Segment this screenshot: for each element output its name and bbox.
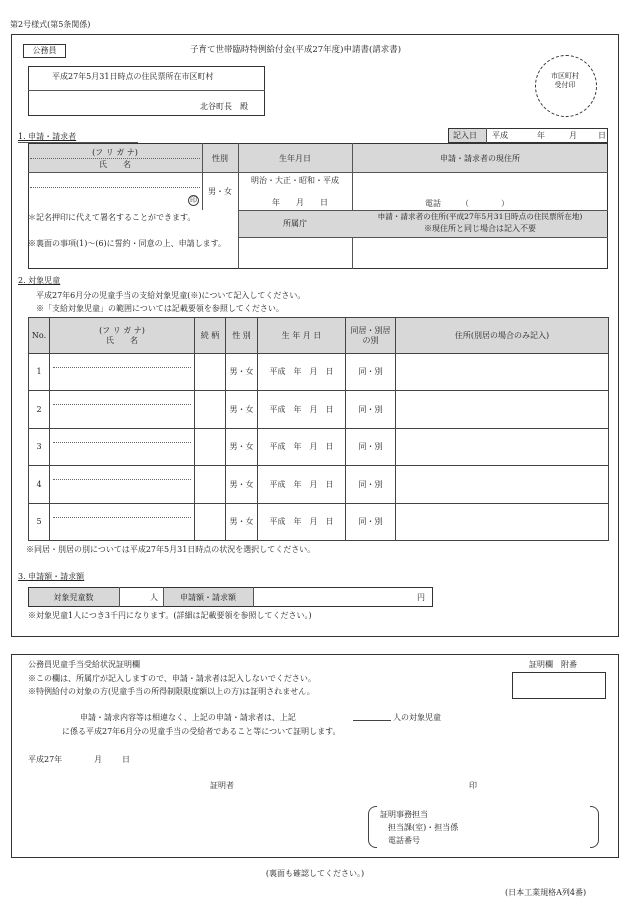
consent-note: ※裏面の事項(1)～(6)に誓約・同意の上、申請します。 bbox=[28, 239, 227, 248]
phone-field[interactable]: 電話 （ ） bbox=[425, 199, 509, 208]
row-relation-field[interactable] bbox=[195, 503, 226, 540]
cert-body1b: 人の対象児童 bbox=[393, 713, 441, 722]
row-relation-field[interactable] bbox=[195, 354, 226, 391]
registered-address-label: 申請・請求者の住所(平成27年5月31日時点の住民票所在地) bbox=[377, 212, 583, 221]
certifier-label: 証明者 bbox=[210, 781, 234, 790]
yen-unit: 円 bbox=[417, 593, 425, 602]
row-address-field[interactable] bbox=[396, 354, 609, 391]
form-number: 第2号様式(第5条関係) bbox=[10, 20, 91, 29]
table-row bbox=[29, 391, 609, 428]
civil-servant-badge: 公務員 bbox=[23, 44, 66, 58]
contact-line3: 電話番号 bbox=[388, 836, 420, 845]
contact-bracket-left bbox=[368, 806, 377, 848]
person-unit: 人 bbox=[150, 593, 158, 602]
entry-date-label: 記入日 bbox=[453, 131, 477, 140]
cohab-note: ※同居・別居の別については平成27年5月31日時点の状況を選択してください。 bbox=[26, 545, 316, 554]
addressee: 北谷町長 殿 bbox=[200, 102, 248, 111]
row-relation-field[interactable] bbox=[195, 428, 226, 465]
furigana-divider bbox=[53, 479, 191, 480]
office-field[interactable] bbox=[240, 239, 350, 267]
name-label: 氏 名 bbox=[99, 160, 131, 169]
stamp-line1: 市区町村 bbox=[551, 72, 579, 80]
row-name-field[interactable] bbox=[50, 428, 195, 465]
row-no: 1 bbox=[29, 354, 50, 391]
col-birth: 生 年 月 日 bbox=[258, 318, 346, 354]
row-birth-field[interactable]: 平成 年 月 日 bbox=[258, 354, 346, 391]
certificate-title: 公務員児童手当受給状況証明欄 bbox=[28, 660, 140, 669]
furigana-divider bbox=[53, 517, 191, 518]
row-name-field[interactable] bbox=[50, 391, 195, 428]
entry-day[interactable]: 日 bbox=[598, 131, 606, 140]
col-name-label: 氏 名 bbox=[106, 335, 138, 345]
row-relation-field[interactable] bbox=[195, 466, 226, 503]
residence-label: 平成27年5月31日時点の住民票所在市区町村 bbox=[52, 72, 214, 81]
row-cohab-options[interactable]: 同・別 bbox=[346, 354, 396, 391]
children-table bbox=[28, 317, 609, 541]
current-address-field[interactable] bbox=[354, 174, 606, 196]
row-no: 4 bbox=[29, 466, 50, 503]
table-row bbox=[29, 466, 609, 503]
furigana-divider bbox=[53, 442, 191, 443]
entry-era[interactable]: 平成 bbox=[492, 131, 508, 140]
row-birth-field[interactable]: 平成 年 月 日 bbox=[258, 466, 346, 503]
row-address-field[interactable] bbox=[396, 391, 609, 428]
cert-body2: に係る平成27年6月分の児童手当の受給者であること等について証明します。 bbox=[62, 727, 341, 736]
amount-field[interactable] bbox=[255, 589, 415, 605]
row-birth-field[interactable]: 平成 年 月 日 bbox=[258, 391, 346, 428]
row-cohab-options[interactable]: 同・別 bbox=[346, 428, 396, 465]
row-name-field[interactable] bbox=[50, 503, 195, 540]
col-cohab bbox=[346, 318, 396, 354]
col-no: No. bbox=[29, 318, 50, 354]
birthdate-label: 生年月日 bbox=[279, 154, 311, 163]
address-label: 申請・請求者の現住所 bbox=[440, 154, 520, 163]
row-gender-options[interactable]: 男・女 bbox=[226, 428, 258, 465]
entry-month[interactable]: 月 bbox=[569, 131, 577, 140]
row-name-field[interactable] bbox=[50, 466, 195, 503]
office-label: 所属庁 bbox=[283, 219, 307, 228]
serial-label: 証明欄 附番 bbox=[529, 660, 577, 669]
row-gender-options[interactable]: 男・女 bbox=[226, 354, 258, 391]
contact-line2: 担当課(室)・担当係 bbox=[388, 823, 459, 832]
seal-mark: 印 bbox=[190, 196, 197, 204]
row-address-field[interactable] bbox=[396, 428, 609, 465]
serial-field[interactable] bbox=[512, 672, 606, 699]
section3-heading: 3. 申請額・請求額 bbox=[18, 572, 85, 581]
table-row bbox=[29, 428, 609, 465]
section1-heading: 1. 申請・請求者 bbox=[18, 132, 77, 141]
amount-label: 申請額・請求額 bbox=[180, 593, 236, 602]
section2-line1: 平成27年6月分の児童手当の支給対象児童(※)について記入してください。 bbox=[36, 291, 306, 300]
applicant-birth-ymd[interactable]: 年 月 日 bbox=[272, 198, 328, 207]
row-cohab-options[interactable]: 同・別 bbox=[346, 503, 396, 540]
row-gender-options[interactable]: 男・女 bbox=[226, 466, 258, 503]
entry-year[interactable]: 年 bbox=[537, 131, 545, 140]
row-gender-options[interactable]: 男・女 bbox=[226, 503, 258, 540]
certifier-seal: 印 bbox=[469, 781, 477, 790]
size-note: (日本工業規格A列4番) bbox=[505, 888, 587, 897]
row-gender-options[interactable]: 男・女 bbox=[226, 391, 258, 428]
stamp-line2: 受付印 bbox=[554, 81, 576, 89]
cert-body1: 申請・請求内容等は相違なく、上記の申請・請求者は、上記 bbox=[80, 713, 296, 722]
table-row bbox=[29, 503, 609, 540]
form-title: 子育て世帯臨時特例給付金(平成27年度)申請書(請求書) bbox=[190, 45, 402, 55]
row-birth-field[interactable]: 平成 年 月 日 bbox=[258, 428, 346, 465]
gender-label: 性別 bbox=[212, 154, 228, 163]
col-furigana: (フ リ ガ ナ) bbox=[99, 325, 145, 335]
applicant-name-field[interactable] bbox=[30, 189, 200, 208]
col-name bbox=[50, 318, 195, 354]
cert-date-day[interactable]: 日 bbox=[122, 755, 130, 764]
row-birth-field[interactable]: 平成 年 月 日 bbox=[258, 503, 346, 540]
row-cohab-options[interactable]: 同・別 bbox=[346, 466, 396, 503]
child-count-field[interactable] bbox=[121, 589, 151, 605]
applicant-era-options[interactable]: 明治・大正・昭和・平成 bbox=[251, 176, 339, 185]
row-relation-field[interactable] bbox=[195, 391, 226, 428]
col-address: 住所(別居の場合のみ記入) bbox=[396, 318, 609, 354]
row-no: 3 bbox=[29, 428, 50, 465]
furigana-divider bbox=[53, 367, 191, 368]
row-no: 5 bbox=[29, 503, 50, 540]
certifier-field[interactable] bbox=[250, 776, 450, 792]
applicant-furigana-field[interactable] bbox=[30, 174, 200, 186]
furigana-label: (フ リ ガ ナ) bbox=[92, 148, 138, 157]
section2-heading: 2. 対象児童 bbox=[18, 276, 61, 285]
contact-line1: 証明事務担当 bbox=[380, 810, 428, 819]
col-relation: 続 柄 bbox=[195, 318, 226, 354]
row-address-field[interactable] bbox=[396, 503, 609, 540]
cert-child-count-field[interactable] bbox=[353, 720, 391, 721]
col-cohab-line1: 同居・別居 bbox=[350, 325, 391, 335]
cert-date-era[interactable]: 平成27年 bbox=[28, 755, 63, 764]
furigana-divider bbox=[53, 404, 191, 405]
seal-note: ＊記名押印に代えて署名することができます。 bbox=[28, 213, 196, 222]
row-address-field[interactable] bbox=[396, 466, 609, 503]
cert-date-month[interactable]: 月 bbox=[94, 755, 102, 764]
section2-line2: ※「支給対象児童」の範囲については記載要領を参照してください。 bbox=[36, 304, 284, 313]
row-cohab-options[interactable]: 同・別 bbox=[346, 391, 396, 428]
col-cohab-line2: の別 bbox=[362, 335, 379, 345]
cert-note1: ※この欄は、所属庁が記入しますので、申請・請求者は記入しないでください。 bbox=[28, 674, 316, 683]
cert-note2: ※特例給付の対象の方(児童手当の所得制限限度額以上の方)は証明されません。 bbox=[28, 687, 315, 696]
registered-address-note: ※現住所と同じ場合は記入不要 bbox=[424, 224, 536, 233]
child-count-label: 対象児童数 bbox=[53, 593, 94, 602]
back-note: (裏面も確認してください。) bbox=[265, 869, 365, 878]
col-gender: 性 別 bbox=[226, 318, 258, 354]
amount-note: ※対象児童1人につき3千円になります。(詳細は記載要領を参照してください。) bbox=[28, 611, 312, 620]
row-no: 2 bbox=[29, 391, 50, 428]
registered-address-field[interactable] bbox=[354, 239, 606, 267]
applicant-gender-options[interactable]: 男・女 bbox=[208, 187, 232, 196]
table-row bbox=[29, 354, 609, 391]
contact-bracket-right bbox=[590, 806, 599, 848]
row-name-field[interactable] bbox=[50, 354, 195, 391]
